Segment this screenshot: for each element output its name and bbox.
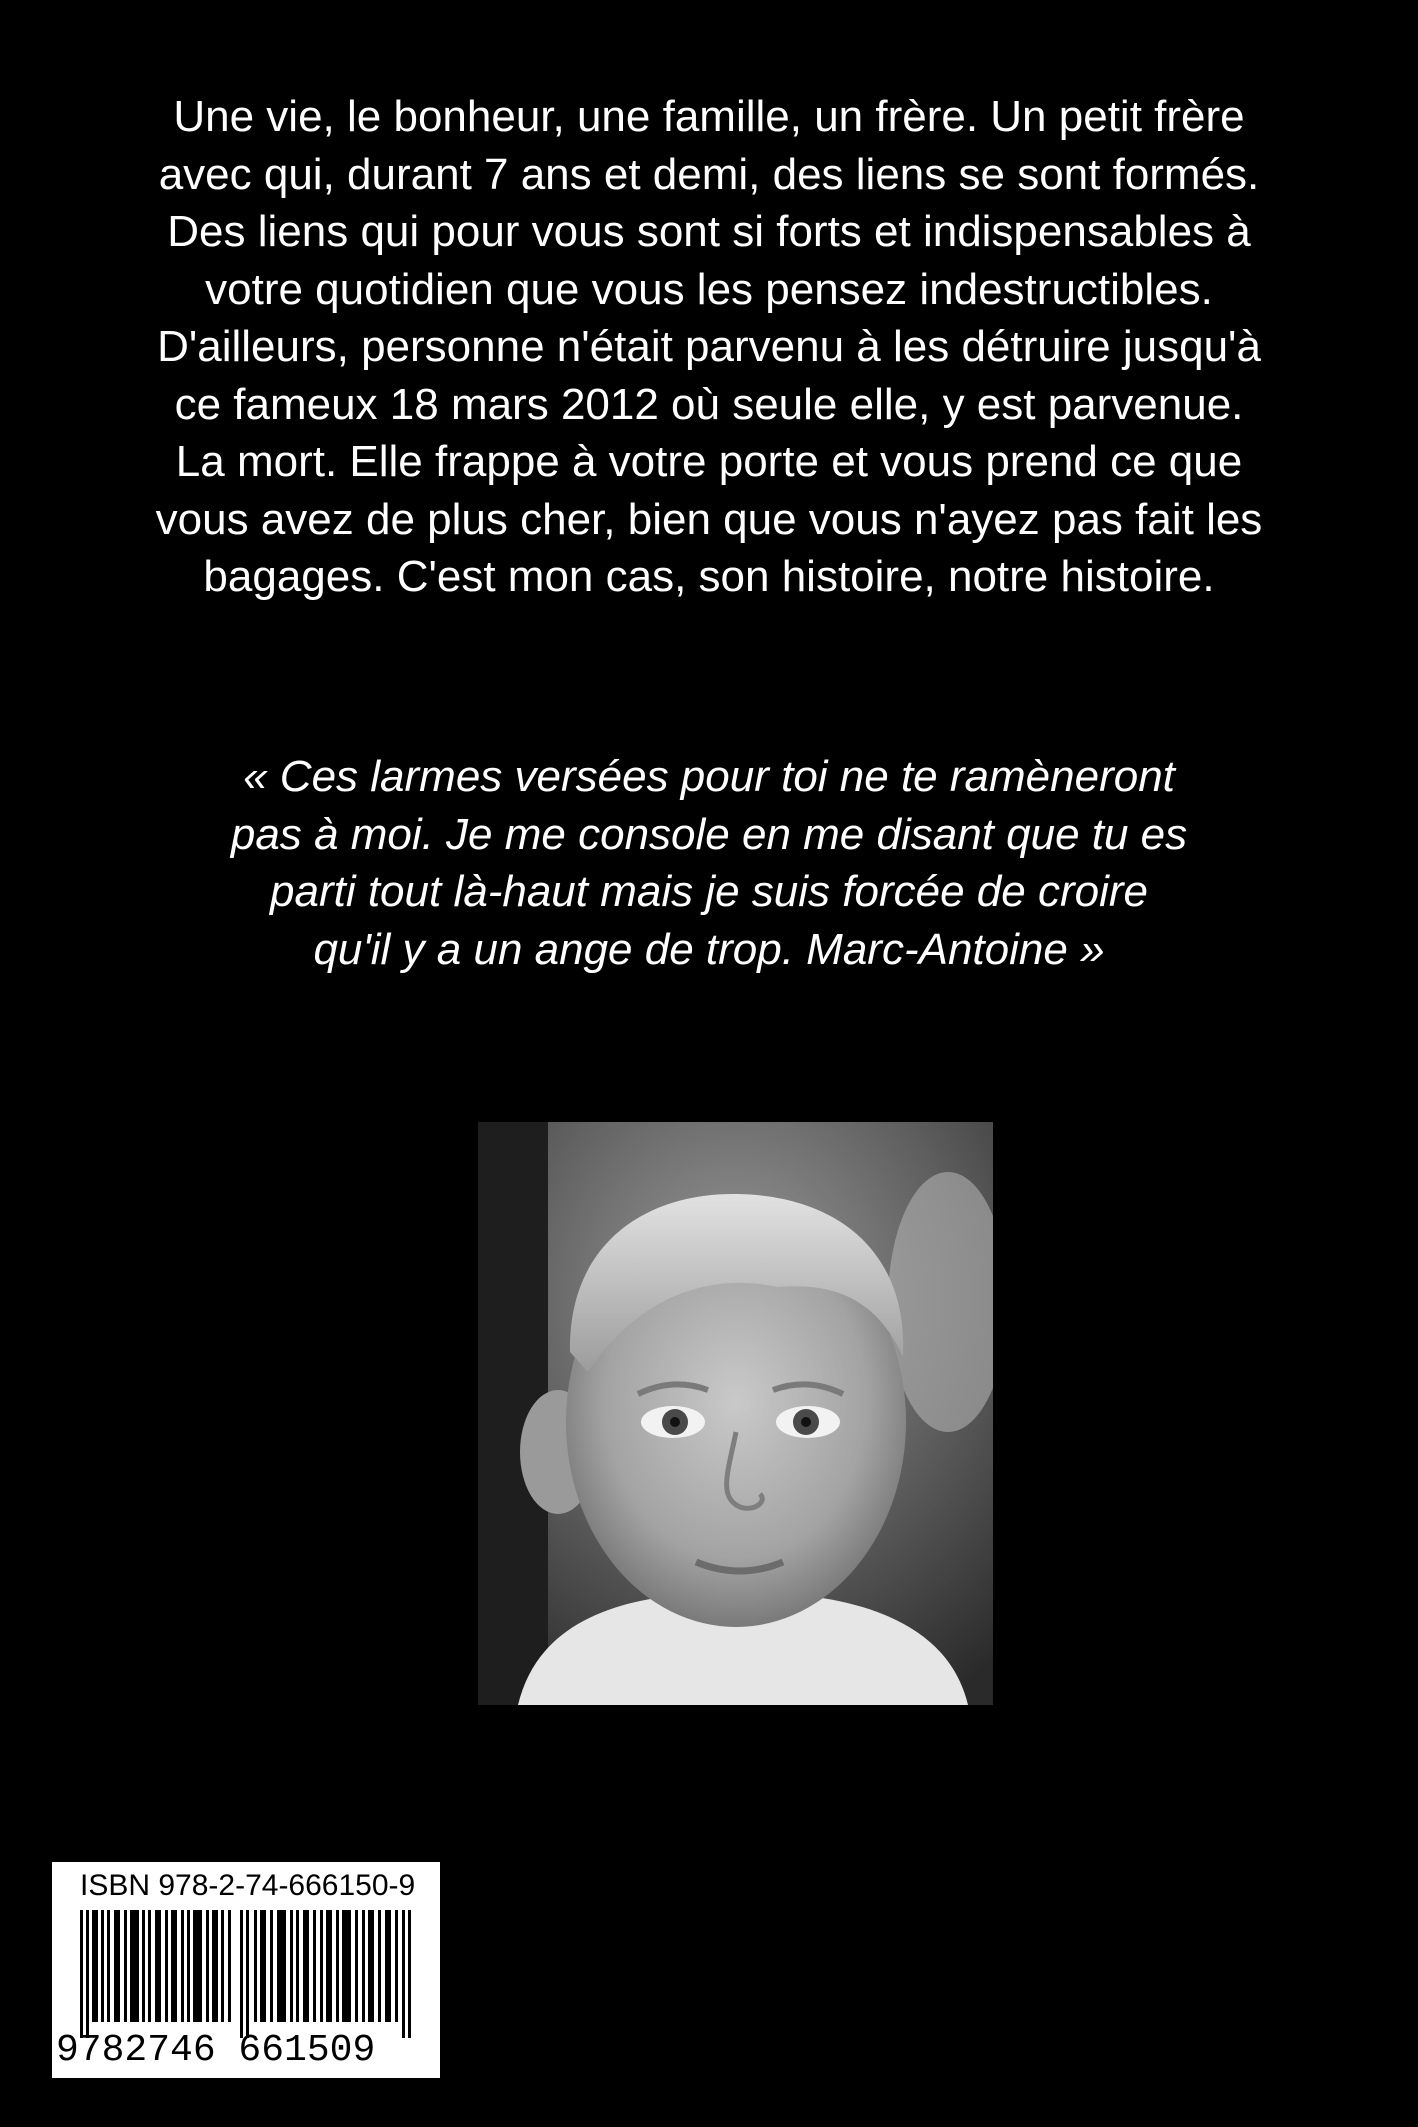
barcode-graphic <box>80 1910 420 2038</box>
book-quote: « Ces larmes versées pour toi ne te ramèneront pas à moi. Je me console en me disant que tu es parti tout là-haut mais je suis forcée de croire qu'il y a un ange de trop. Marc-Antoine » <box>230 752 1188 974</box>
isbn-barcode-block <box>52 1862 440 2078</box>
isbn-label: ISBN 978-2-74-666150-9 <box>80 1869 416 1902</box>
barcode-digits: 9782746 661509 <box>56 2029 376 2072</box>
book-summary: Une vie, le bonheur, une famille, un frère. Un petit frère avec qui, durant 7 ans et demi, des liens se sont formés. Des liens qui pour vous sont si forts et indispensables à votre quotidien que vous les pensez indestructibles. D'ailleurs, personne n'était parvenu à les détruire jusqu'à ce fameux 18 mars 2012 où seule elle, y est parvenue. La mort. Elle frappe à votre porte et vous prend ce que vous avez de plus cher, bien que vous n'ayez pas fait les bagages. C'est mon cas, son histoire, notre histoire. <box>155 92 1263 601</box>
child-portrait-photo <box>478 1122 993 1705</box>
